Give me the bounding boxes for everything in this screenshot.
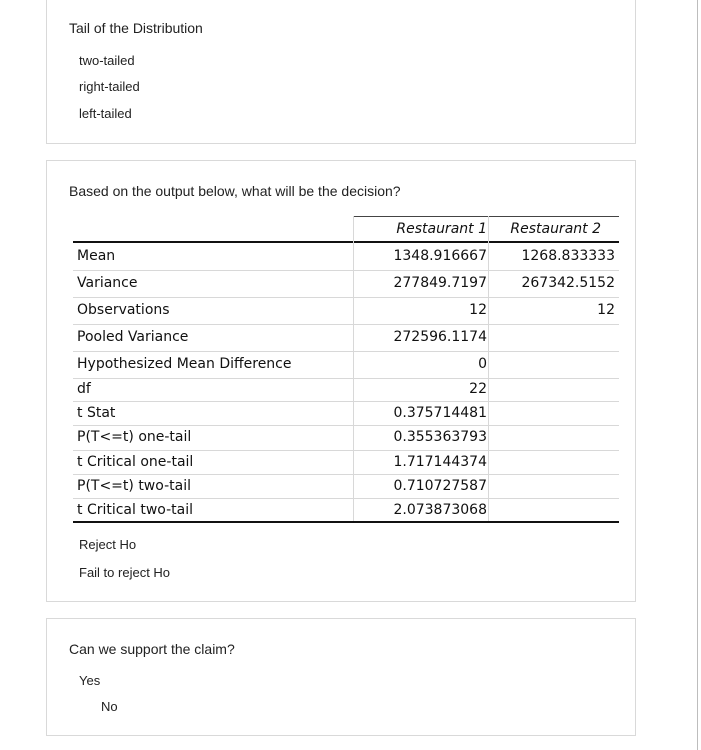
option-two-tailed[interactable]: two-tailed (79, 53, 135, 68)
col-separator (353, 216, 354, 521)
option-yes[interactable]: Yes (79, 673, 101, 688)
cell-value: 12 (469, 302, 487, 318)
question-text: Can we support the claim? (69, 641, 235, 657)
cell-value: 0.355363793 (393, 429, 487, 445)
row-line (73, 378, 619, 379)
cell-value: 277849.7197 (393, 275, 487, 291)
row-line (73, 270, 619, 271)
question-card-tail (46, 0, 636, 144)
row-label: Variance (77, 275, 138, 291)
row-label: t Critical one-tail (77, 454, 194, 470)
question-card-claim (46, 618, 636, 736)
row-line (73, 425, 619, 426)
cell-value: 267342.5152 (521, 275, 615, 291)
option-reject-ho[interactable]: Reject Ho (79, 537, 137, 552)
cell-value: 2.073873068 (393, 502, 487, 518)
cell-value: 12 (597, 302, 615, 318)
option-left-tailed[interactable]: left-tailed (79, 106, 132, 121)
question-text: Tail of the Distribution (69, 20, 203, 36)
cell-value: 0.375714481 (393, 405, 487, 421)
cell-value: 272596.1174 (393, 329, 487, 345)
row-label: P(T<=t) one-tail (77, 429, 192, 445)
cell-value: 22 (469, 381, 487, 397)
row-label: t Stat (77, 405, 116, 421)
option-fail-to-reject-ho[interactable]: Fail to reject Ho (79, 565, 171, 580)
cell-value: 1.717144374 (393, 454, 487, 470)
option-no[interactable]: No (101, 699, 118, 714)
row-line (73, 401, 619, 402)
cell-value: 0 (478, 356, 487, 372)
table-top-border (353, 216, 619, 217)
row-line (73, 324, 619, 325)
bottom-rule (73, 521, 619, 523)
row-line (73, 474, 619, 475)
row-label: Observations (77, 302, 170, 318)
column-header: Restaurant 2 (510, 221, 601, 237)
row-label: P(T<=t) two-tail (77, 478, 191, 494)
question-text: Based on the output below, what will be the decision? (69, 183, 401, 199)
row-line (73, 351, 619, 352)
column-header: Restaurant 1 (396, 221, 487, 237)
row-label: t Critical two-tail (77, 502, 194, 518)
header-rule (73, 241, 619, 243)
row-line (73, 450, 619, 451)
col-separator (488, 216, 489, 521)
row-label: Hypothesized Mean Difference (77, 356, 292, 372)
option-right-tailed[interactable]: right-tailed (79, 79, 140, 94)
page-divider (697, 0, 698, 750)
row-line (73, 498, 619, 499)
question-card-decision (46, 160, 636, 602)
row-line (73, 297, 619, 298)
cell-value: 0.710727587 (393, 478, 487, 494)
t-test-output-table (73, 216, 619, 526)
cell-value: 1268.833333 (521, 248, 615, 264)
row-label: Mean (77, 248, 116, 264)
row-label: df (77, 381, 91, 397)
row-label: Pooled Variance (77, 329, 189, 345)
cell-value: 1348.916667 (393, 248, 487, 264)
